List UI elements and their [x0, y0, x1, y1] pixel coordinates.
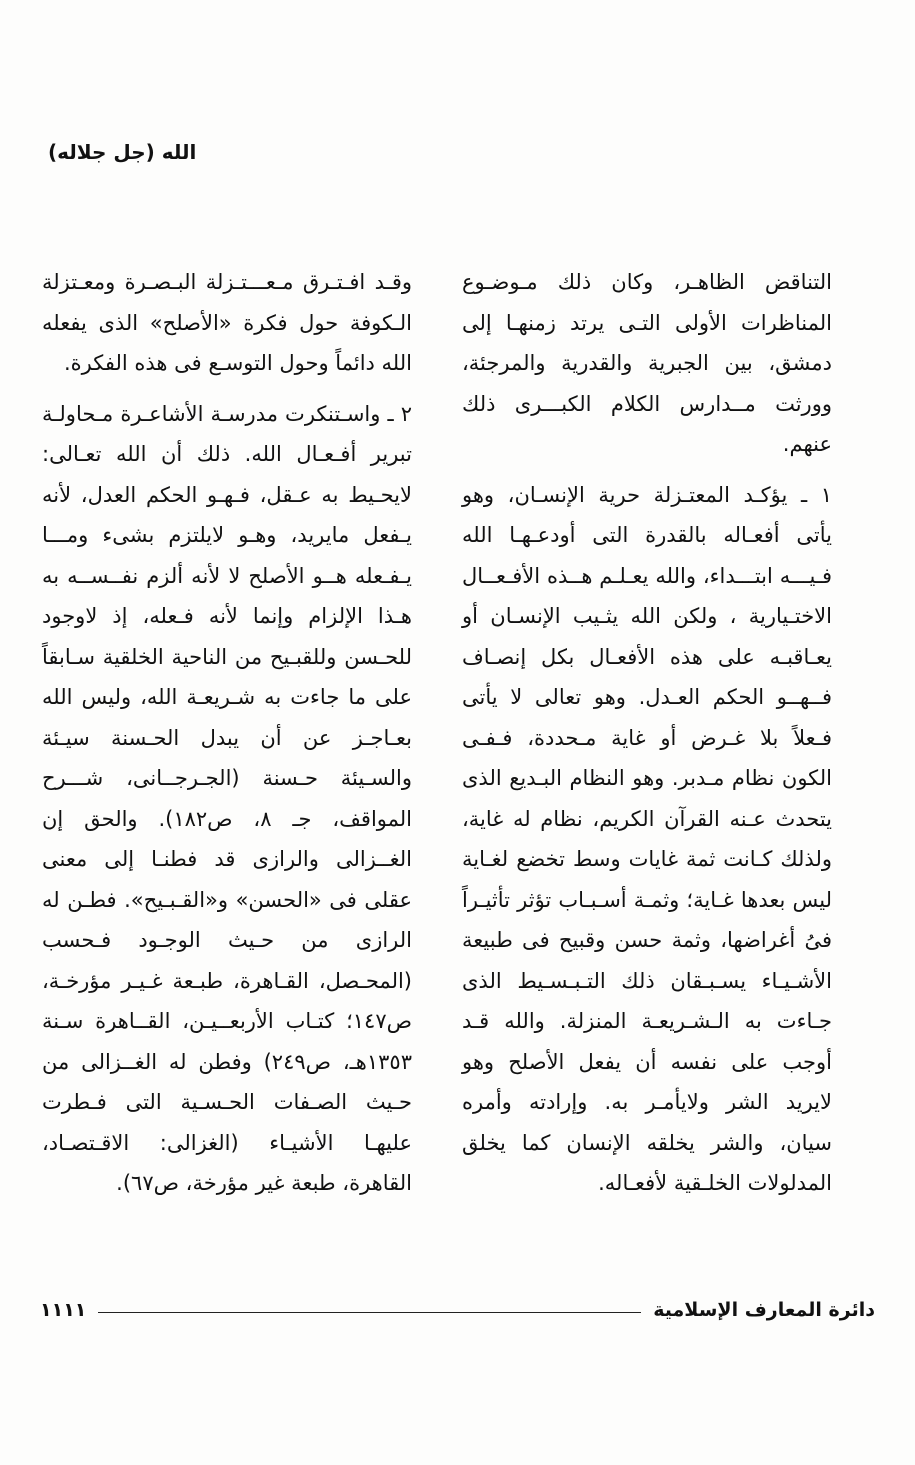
- page-footer: [40, 1295, 875, 1325]
- footer-divider: [98, 1312, 641, 1313]
- left-text-column: [42, 262, 412, 1214]
- right-text-column: [462, 262, 832, 1214]
- paragraph: التناقض الظاهـر، وكان ذلك مـوضـوع المناظرات الأولى التـى يرتد زمنهـا إلى دمشق، بين الجبرية والقدرية والمرجئة، وورثت مــدارس الكلام الكبـــرى ذلك عنهم.: [462, 270, 832, 456]
- page-number: ١١١١: [40, 1299, 87, 1321]
- paragraph: ١ ـ يؤكـد المعتـزلة حرية الإنسـان، وهو يأتى أفعـاله بالقدرة التى أودعـهـا الله فـيـــه ابتـــداء، والله يعـلـم هــذه الأفـعــال الاختـيارية ، ولكن الله يثـيب الإنسـان أو يعـاقبـه على هذه الأفعـال بكل إنصـاف فــهــو الحكم العـدل. وهو تعالى لا يأتى فـعلاً بلا غـرض أو غاية مـحددة، فـفـى الكون نظام مـدبر. وهو النظام البـديع الذى يتحدث عـنه القرآن الكريم، نظام له غاية، ولذلك كـانت ثمة غايات وسط تخضع لغـاية ليس بعدها غـاية؛ وثمـة أسـبـاب تؤثر تأثيـراً فىُ أغراضها، وثمة حسن وقبيح فى طبيعة الأشـيـاء يسـبـقان ذلك التـبـسـيط الذى جـاءت به الـشـريعـة المنزلة. والله قـد أوجب على نفسه أن يفعل الأصلح وهو لايريد الشر ولايأمـر به. وإرادته وأمره سيان، والشر يخلقه الإنسان كما يخلق المدلولات الخلـقية لأفعـاله.: [462, 482, 832, 1195]
- paragraph: وقـد افـتـرق مـعـــتـزلة البـصـرة ومعـتزلة الـكوفة حول فكرة «الأصلح» الذى يفعله الله دائماً وحول التوسـع فى هذه الفكرة.: [42, 270, 412, 375]
- running-head-title: الله (جل جلاله): [48, 140, 197, 164]
- paragraph: ٢ ـ واسـتنكرت مدرسـة الأشاعـرة مـحاولـة تبرير أفـعـال الله. ذلك أن الله تعـالى: لايحـيط به عـقل، فـهـو الحكم العدل، لأنه يـفعل مايريد، وهـو لايلتزم بشىء ومـــا يـفـعله هــو الأصلح لا لأنه ألزم نفــســه به هـذا الإلزام وإنما لأنه فـعله، إذ لاوجود للحـسن وللقبـيح من الناحية الخلقية سـابقاً على ما جاءت به شـريعـة الله، وليس الله بعـاجـز عن أن يبدل الحـسنة سيـئة والسـيئة حـسنة (الجـرجــانى، شـــرح المواقف، جـ ٨، ص١٨٢). والحق إن الغــزالى والرازى قد فطنـا إلى معنى عقلى فى «الحسن» و«القـبـيح». فطـن له الرازى من حـيث الوجـود فـحسب (المحـصل، القـاهرة، طبـعة غـيـر مؤرخـة، ص١٤٧؛ كتـاب الأربعــيـن، القــاهرة سـنة ١٣٥٣هـ، ص٢٤٩) وفطن له الغــزالى من حـيث الصـفات الحـسـية التى فـطرت عليهـا الأشيـاء (الغزالى: الاقـتصـاد، القاهرة، طبعة غير مؤرخة، ص٦٧).: [42, 401, 412, 1195]
- footer-publication-title: دائرة المعارف الإسلامية: [653, 1299, 875, 1321]
